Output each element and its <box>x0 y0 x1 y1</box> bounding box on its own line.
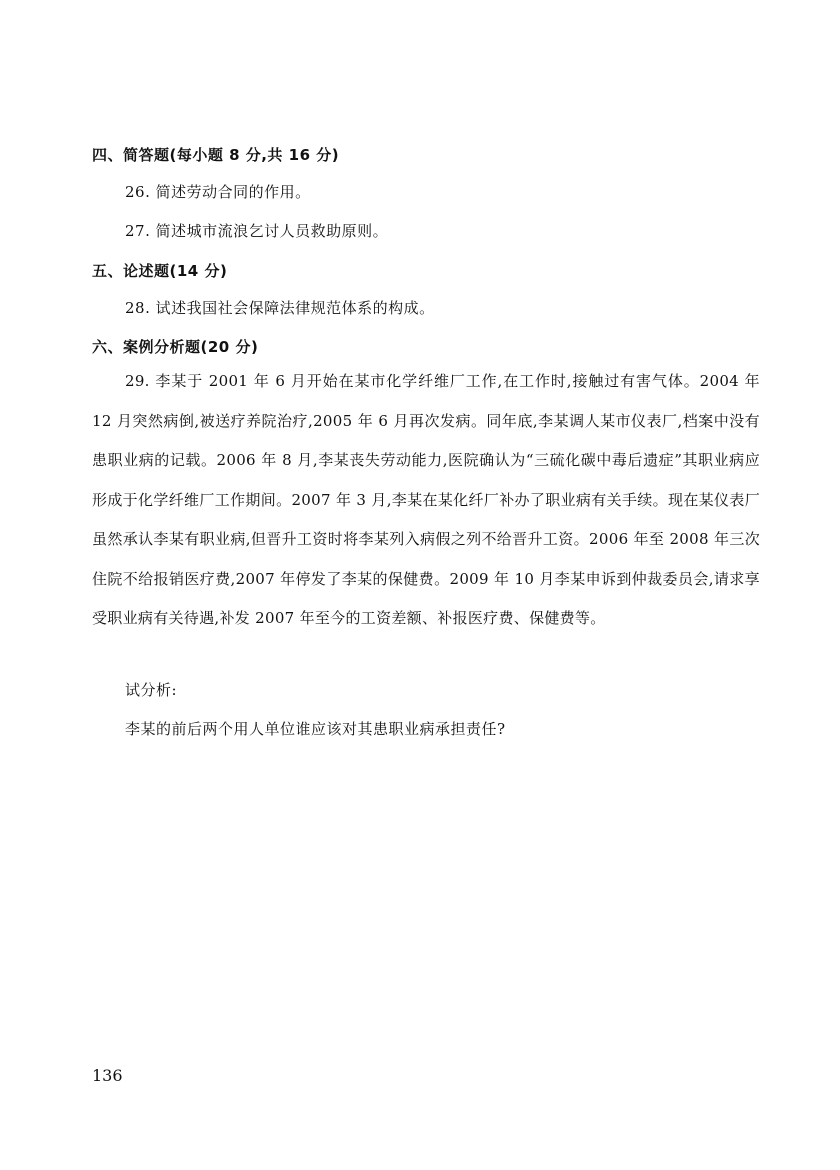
section-5-heading: 五、论述题(14 分) <box>92 262 228 280</box>
section-4-heading: 四、简答题(每小题 8 分,共 16 分) <box>92 146 340 164</box>
question-28: 28. 试述我国社会保障法律规范体系的构成。 <box>125 299 435 317</box>
page-number: 136 <box>92 1066 123 1085</box>
question-27: 27. 简述城市流浪乞讨人员救助原则。 <box>125 222 389 240</box>
case-question: 李某的前后两个用人单位谁应该对其患职业病承担责任? <box>125 720 506 738</box>
question-29-case-text: 29. 李某于 2001 年 6 月开始在某市化学纤维厂工作,在工作时,接触过有害气体。2004 年 12 月突然病倒,被送疗养院治疗,2005 年 6 月再次发病。同年底,李某调人某市仪表厂,档案中没有患职业病的记载。2006 年 8 月,李某丧失劳动能力,医院确认为“三硫化碳中毒后遗症”其职业病应形成于化学纤维厂工作期间。2007 年 3 月,李某在某化纤厂补办了职业病有关手续。现在某仪表厂虽然承认李某有职业病,但晋升工资时将李某列入病假之列不给晋升工资。2006 年至 2008 年三次住院不给报销医疗费,2007 年停发了李某的保健费。2009 年 10 月李某申诉到仲裁委员会,请求享受职业病有关待遇,补发 2007 年至今的工资差额、补报医疗费、保健费等。 <box>92 372 760 627</box>
section-6-heading: 六、案例分析题(20 分) <box>92 338 259 356</box>
analyze-label: 试分析: <box>125 681 178 699</box>
question-26: 26. 简述劳动合同的作用。 <box>125 183 311 201</box>
